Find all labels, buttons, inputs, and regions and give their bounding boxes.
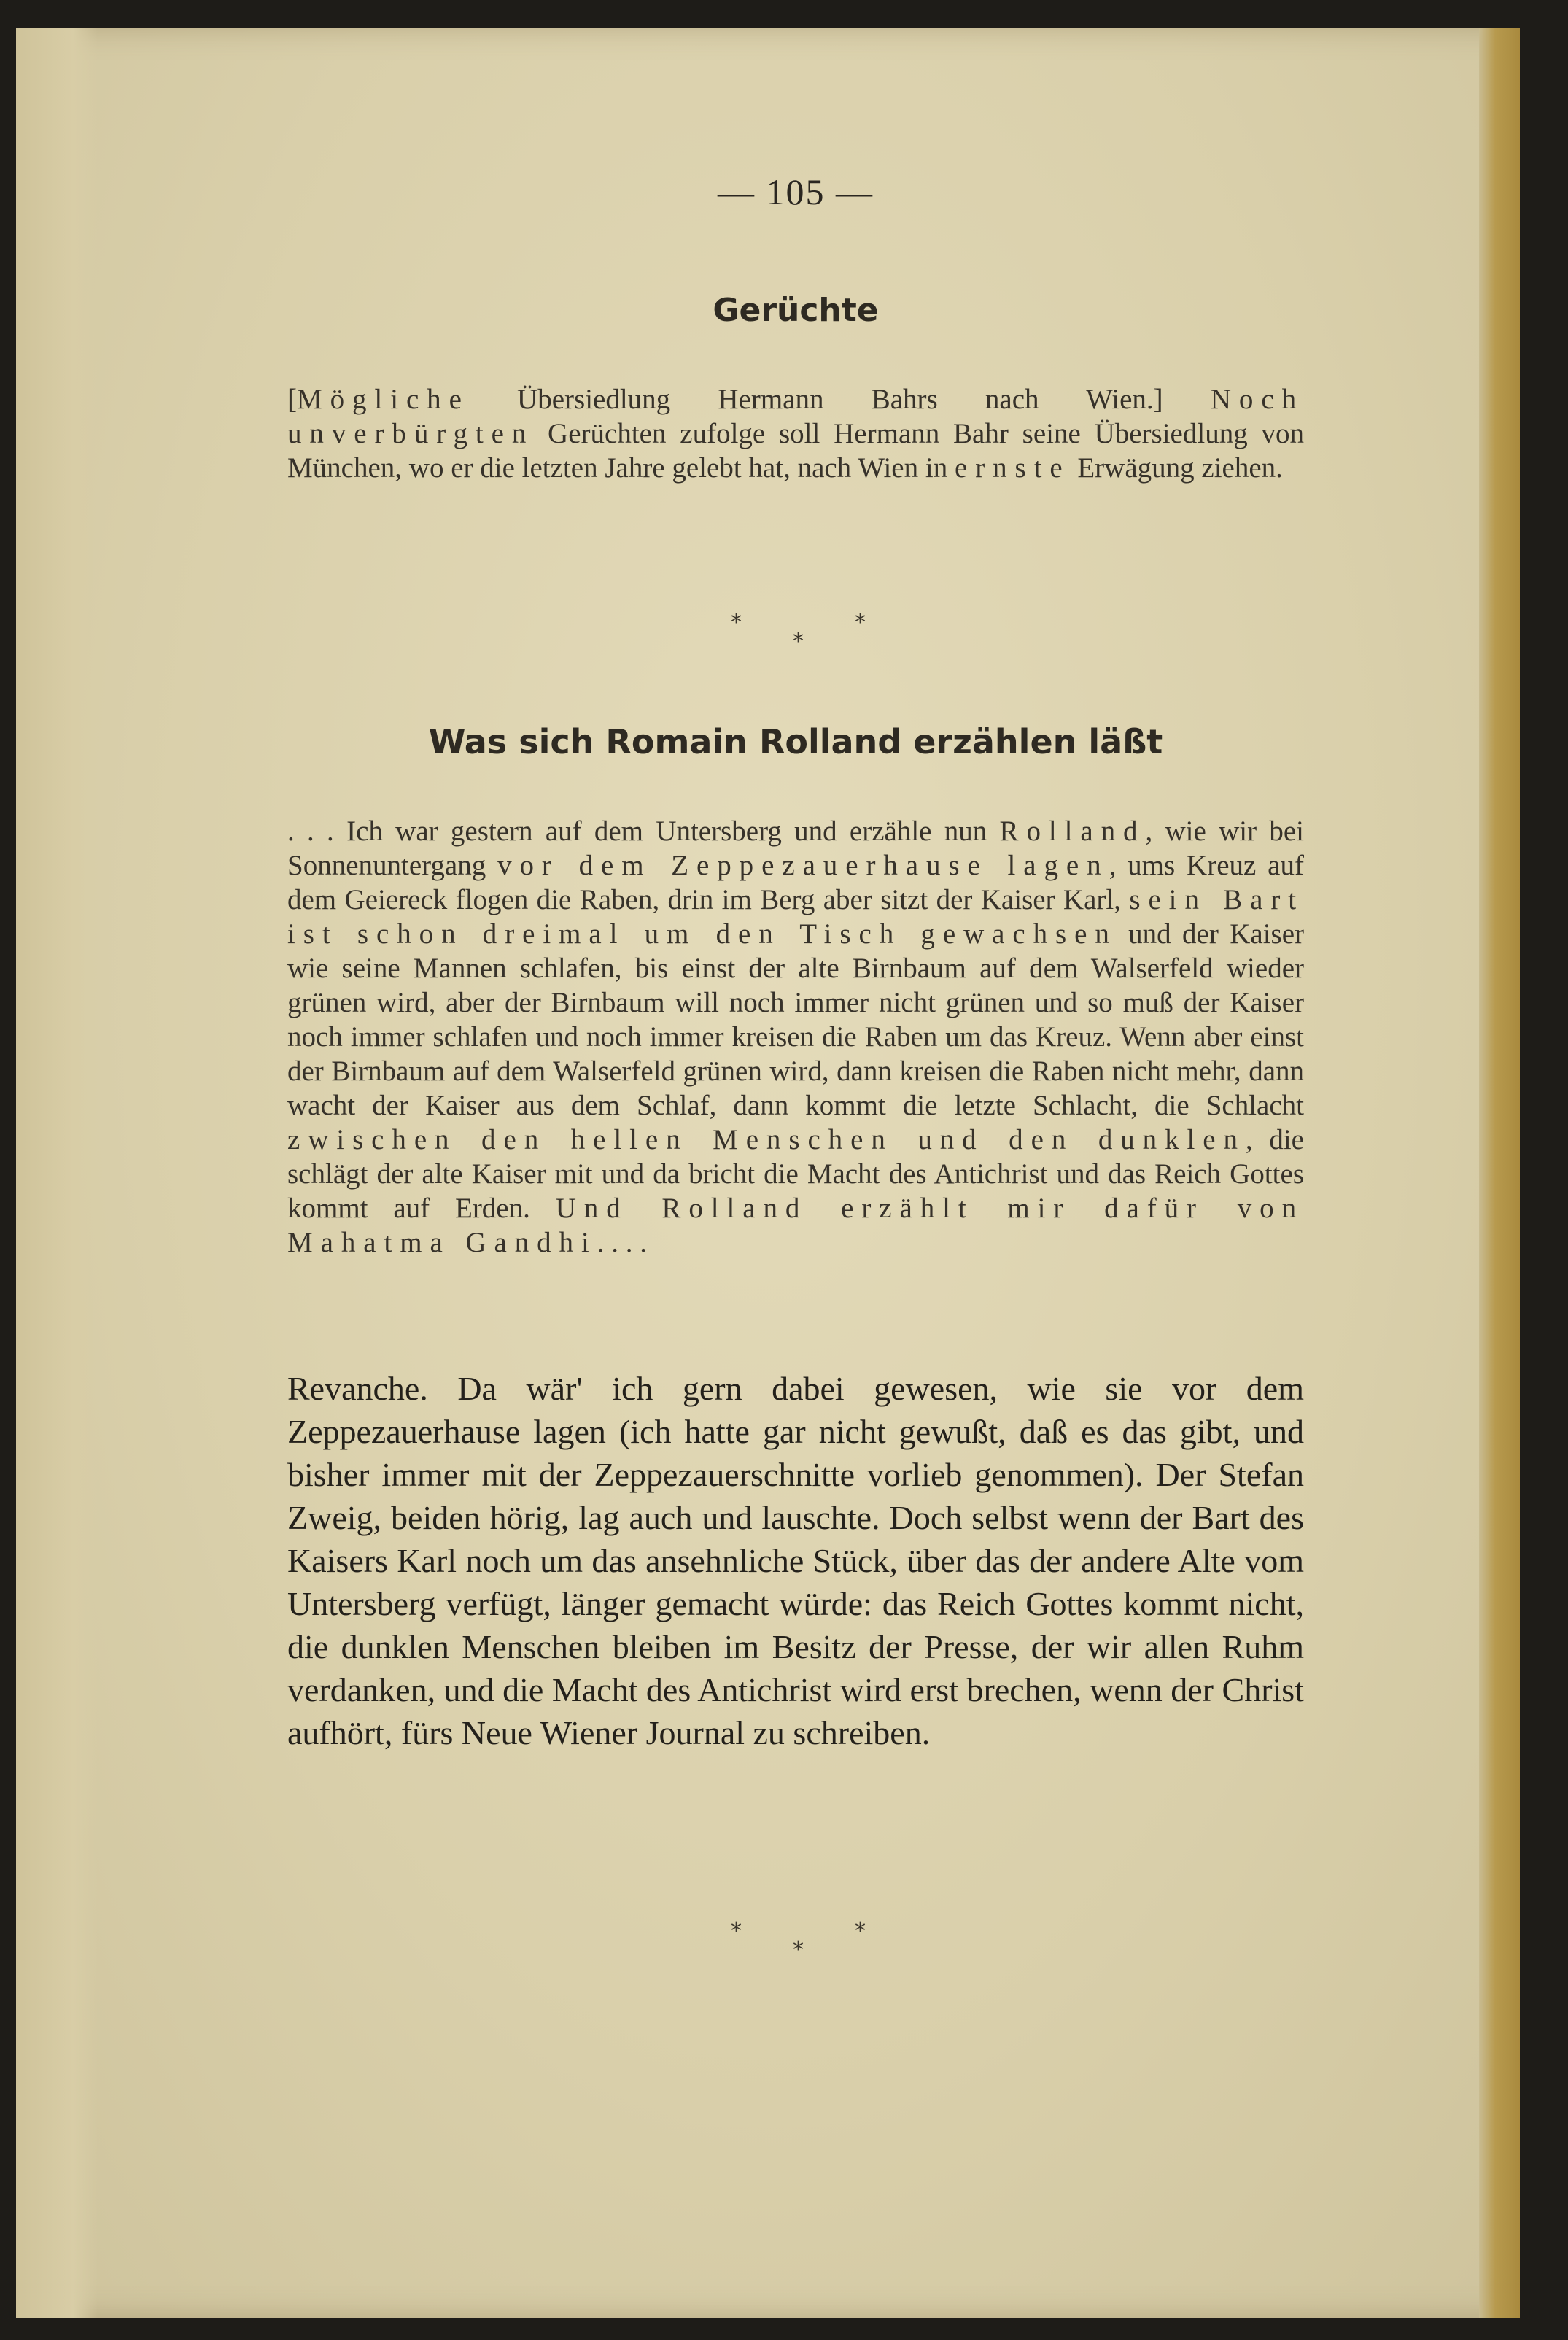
text-run: , wie wir bei Sonnenuntergang — [287, 815, 1304, 881]
separator-star: * — [793, 629, 804, 654]
separator-star: * — [855, 610, 866, 635]
spaced-emphasis-text: Und Rolland erzählt mir dafür von Mahatma Gandhi — [287, 1193, 1304, 1258]
text-run: , ums Kreuz auf dem Geiereck flogen die Raben, drin im Berg aber sitzt der Kaiser Karl, — [287, 850, 1304, 915]
text-run: Erwägung ziehen. — [1070, 452, 1283, 484]
spaced-emphasis-text: vor dem Zeppezauerhause lagen — [497, 850, 1109, 881]
spaced-emphasis-text: Mögliche — [297, 384, 470, 415]
text-run: und der Kaiser wie seine Mannen schlafen, bis einst der alte Birnbaum auf dem Walserfeld wieder grünen wird, aber der Birnbaum will noch immer nicht grünen und so muß der Kaiser noch immer schlafen und noch immer kreisen die Raben um das Kreuz. Wenn aber einst der Birnbaum auf dem Walserfeld grünen wird, dann kreisen die Raben nicht mehr, dann wacht der Kaiser aus dem Schlaf, dann kommt die letzte Schlacht, die Schlacht — [287, 918, 1304, 1121]
spaced-emphasis-text: Noch unverbürgten — [287, 384, 1304, 449]
section-separator — [287, 610, 1304, 654]
text-block — [287, 28, 1304, 2318]
spaced-emphasis-text: sein Bart ist schon dreimal um den Tisch gewachsen — [287, 884, 1304, 950]
separator-star: * — [731, 1918, 742, 1944]
separator-star: * — [855, 1918, 866, 1944]
spaced-emphasis-text: Rolland — [999, 815, 1146, 847]
separator-star: * — [793, 1937, 804, 1963]
text-run: . . . Ich war gestern auf dem Untersberg und erzähle nun — [287, 815, 1000, 847]
book-spine-edge — [1479, 28, 1520, 2318]
book-page — [16, 28, 1520, 2318]
quoted-passage — [287, 814, 1304, 1260]
page-number: — 105 — — [718, 171, 874, 212]
section-separator — [287, 1918, 1304, 1962]
text-run: Gerüchten zufolge soll Hermann Bahr seine Übersiedlung von München, wo er die letzten Jahre gelebt hat, nach Wien in — [287, 418, 1304, 484]
text-run: , die schlägt der alte Kaiser mit und da bricht die Macht des Antichrist und das Reich Gottes kommt auf Erden. — [287, 1124, 1304, 1224]
commentary-paragraph: Revanche. Da wär' ich gern dabei gewesen, wie sie vor dem Zeppezauerhause lagen (ich hatte gar nicht gewußt, daß es das gibt, und bisher immer mit der Zeppezauerschnitte vorlieb genommen). Der Stefan Zweig, beiden hörig, lag auch und lauschte. Doch selbst wenn der Bart des Kaisers Karl noch um das ansehnliche Stück, über das der andere Alte vom Untersberg verfügt, länger gemacht würde: das Reich Gottes kommt nicht, die dunklen Menschen bleiben im Besitz der Presse, der wir allen Ruhm verdanken, und die Macht des Antichrist wird erst brechen, wenn der Christ aufhört, fürs Neue Wiener Journal zu schreiben. — [287, 1370, 1304, 1751]
text-run: . . . . — [597, 1227, 647, 1258]
spaced-emphasis-text: zwischen den hellen Menschen und den dunklen — [287, 1124, 1246, 1155]
text-run: Übersiedlung Hermann Bahrs nach Wien.] — [469, 384, 1211, 415]
separator-star: * — [731, 610, 742, 635]
text-run: [ — [287, 384, 297, 415]
page-gutter — [16, 28, 98, 2318]
spaced-emphasis-text: ernste — [954, 452, 1071, 484]
section-title-rolland: Was sich Romain Rolland erzählen läßt — [428, 722, 1163, 762]
section-paragraph-geruechte — [287, 382, 1304, 485]
section-title-geruechte: Gerüchte — [713, 292, 879, 329]
